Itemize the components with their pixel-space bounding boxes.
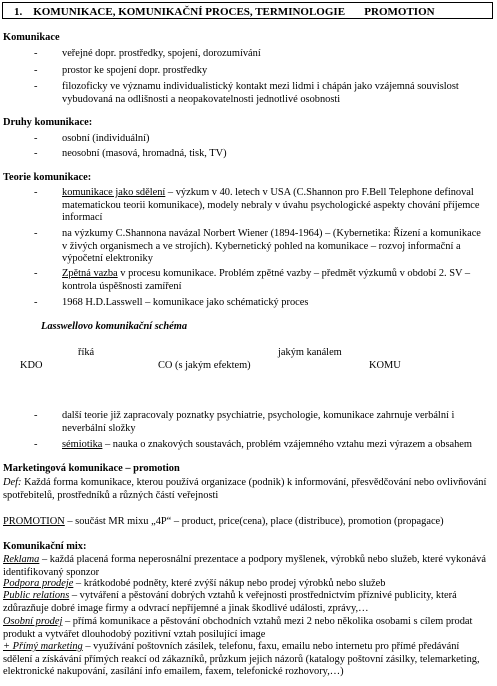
lasswell-kanal: jakým kanálem <box>278 347 342 358</box>
definition-label: Def: <box>3 477 22 488</box>
bullet-dash: - <box>34 81 38 92</box>
teorie-item-3-term: Zpětná vazba <box>62 268 118 279</box>
komunikace-item-1: veřejné dopr. prostředky, spojení, dorozumívání <box>62 48 261 59</box>
lasswell-co: CO (s jakým efektem) <box>158 360 251 371</box>
public-relations-label: Public relations <box>3 590 70 601</box>
bullet-dash: - <box>34 48 38 59</box>
teorie-item-1-term: komunikace jako sdělení <box>62 187 166 198</box>
reklama-label: Reklama <box>3 554 40 565</box>
page-title <box>14 6 435 19</box>
dalsi-item-2-term: sémiotika <box>62 439 103 450</box>
bullet-dash: - <box>34 133 38 144</box>
osobni-prodej-text: – přímá komunikace a pěstování obchodních vztahů mezi 2 nebo několika osobami s cílem prodat produkt a vytvářet dlouhodobý pozitivní vztah posilující image <box>3 616 473 640</box>
dalsi-item-2-text: – nauka o znakových soustavách, problém vzájemného vztahu mezi výrazem a obsahem <box>102 439 473 450</box>
komunikace-heading: Komunikace <box>3 32 60 43</box>
title-box <box>2 2 493 19</box>
mix-reklama <box>3 554 491 579</box>
bullet-dash: - <box>34 65 38 76</box>
teorie-item-3-text: v procesu komunikace. Problém zpětné vazby – předmět výzkumů v období 2. SV – kontrola úspěšnosti zamíření <box>62 268 471 292</box>
title-number: 1. <box>14 6 23 18</box>
mix-heading: Komunikační mix: <box>3 541 87 552</box>
bullet-dash: - <box>34 148 38 159</box>
lasswell-komu: KOMU <box>369 360 401 371</box>
bullet-dash: - <box>34 268 38 279</box>
lasswell-kdo: KDO <box>20 360 43 371</box>
bullet-dash: - <box>34 410 38 421</box>
promotion-label: PROMOTION <box>3 516 65 527</box>
teorie-item-1-text: – výzkum v 40. letech v USA (C.Shannon pro F.Bell Telephone definoval matematickou teorii komunikace), modely nebraly v úvahu psychologické aspekty chování příjemce informací <box>62 187 480 224</box>
mix-public-relations <box>3 590 491 615</box>
title-extra: PROMOTION <box>364 6 435 18</box>
teorie-item-3 <box>62 268 482 293</box>
komunikace-item-2: prostor ke spojení dopr. prostředky <box>62 65 208 76</box>
bullet-dash: - <box>34 187 38 198</box>
dalsi-item-1: další teorie již zapracovaly poznatky psychiatrie, psychologie, komunikace zahrnuje verbální i neverbální složky <box>62 410 455 434</box>
lasswell-heading: Lasswellovo komunikační schéma <box>41 321 188 332</box>
marketing-definition <box>3 477 491 502</box>
bullet-dash: - <box>34 439 38 450</box>
mix-primy-marketing <box>3 641 491 679</box>
primy-marketing-text: – využívání poštovních zásilek, telefonu, faxu, emailu nebo internetu pro přímé předávání sdělení a získávání přímých reakcí od zákazníků, průzkum jejich názorů (katalogy poštovní zásilky, telemarketing, elektronické nakupování, zasílání info emailem, faxem, telefonické rozhovory,…) <box>3 641 480 678</box>
osobni-prodej-label: Osobní prodej <box>3 616 63 627</box>
teorie-item-1 <box>62 187 482 225</box>
komunikace-item-3: filozoficky ve významu individualistický kontakt mezi lidmi i chápán jako vzájemná souvislost vybudovaná na odlišnosti a neopakovatelnosti jednotlivé osobnosti <box>62 81 459 105</box>
druhy-heading: Druhy komunikace: <box>3 117 93 128</box>
promotion-text: – součást MR mixu „4P“ – product, price(cena), place (distribuce), promotion (propagace) <box>64 516 444 527</box>
reklama-text: – každá placená forma neperosnální prezentace a podpory myšlenek, výrobků nebo služeb, které vykonává identifikovaný sponzor <box>3 554 486 578</box>
mix-podpora <box>3 578 491 591</box>
primy-marketing-label: + Přímý marketing <box>3 641 83 652</box>
definition-text: Každá forma komunikace, kterou používá organizace (podnik) k informování, přesvědčování nebo ovlivňování spotřebitelů, prostředníků a různých částí veřejnosti <box>3 477 487 501</box>
public-relations-text: – vytváření a pěstování dobrých vztahů k veřejnosti prostřednictvím příznivé publicity, která zdůrazňuje dobré image firmy a odvrací nepříjemné a jinak škodlivé události, zprávy,… <box>3 590 457 614</box>
teorie-item-4: 1968 H.D.Lasswell – komunikace jako schématický proces <box>62 297 309 308</box>
teorie-item-2: na výzkumy C.Shannona navázal Norbert Wiener (1894-1964) – (Kybernetika: Řízení a komunikace v živých organismech a ve strojích). Kybernetický pohled na komunikace – rozvoj informační a výpočetní elektroniky <box>62 228 481 265</box>
druhy-item-1: osobní (individuální) <box>62 133 150 144</box>
teorie-heading: Teorie komunikace: <box>3 172 92 183</box>
marketing-heading: Marketingová komunikace – promotion <box>3 463 180 474</box>
podpora-text: – krátkodobé podněty, které zvýší nákup nebo prodej výrobků nebo služeb <box>73 578 386 589</box>
dalsi-item-2 <box>62 439 482 452</box>
title-text: KOMUNIKACE, KOMUNIKAČNÍ PROCES, TERMINOLOGIE <box>33 6 346 18</box>
bullet-dash: - <box>34 297 38 308</box>
mix-osobni-prodej <box>3 616 491 641</box>
bullet-dash: - <box>34 228 38 239</box>
lasswell-rika: říká <box>78 347 95 358</box>
podpora-label: Podpora prodeje <box>3 578 74 589</box>
druhy-item-2: neosobní (masová, hromadná, tisk, TV) <box>62 148 227 159</box>
promotion-line <box>3 516 444 529</box>
